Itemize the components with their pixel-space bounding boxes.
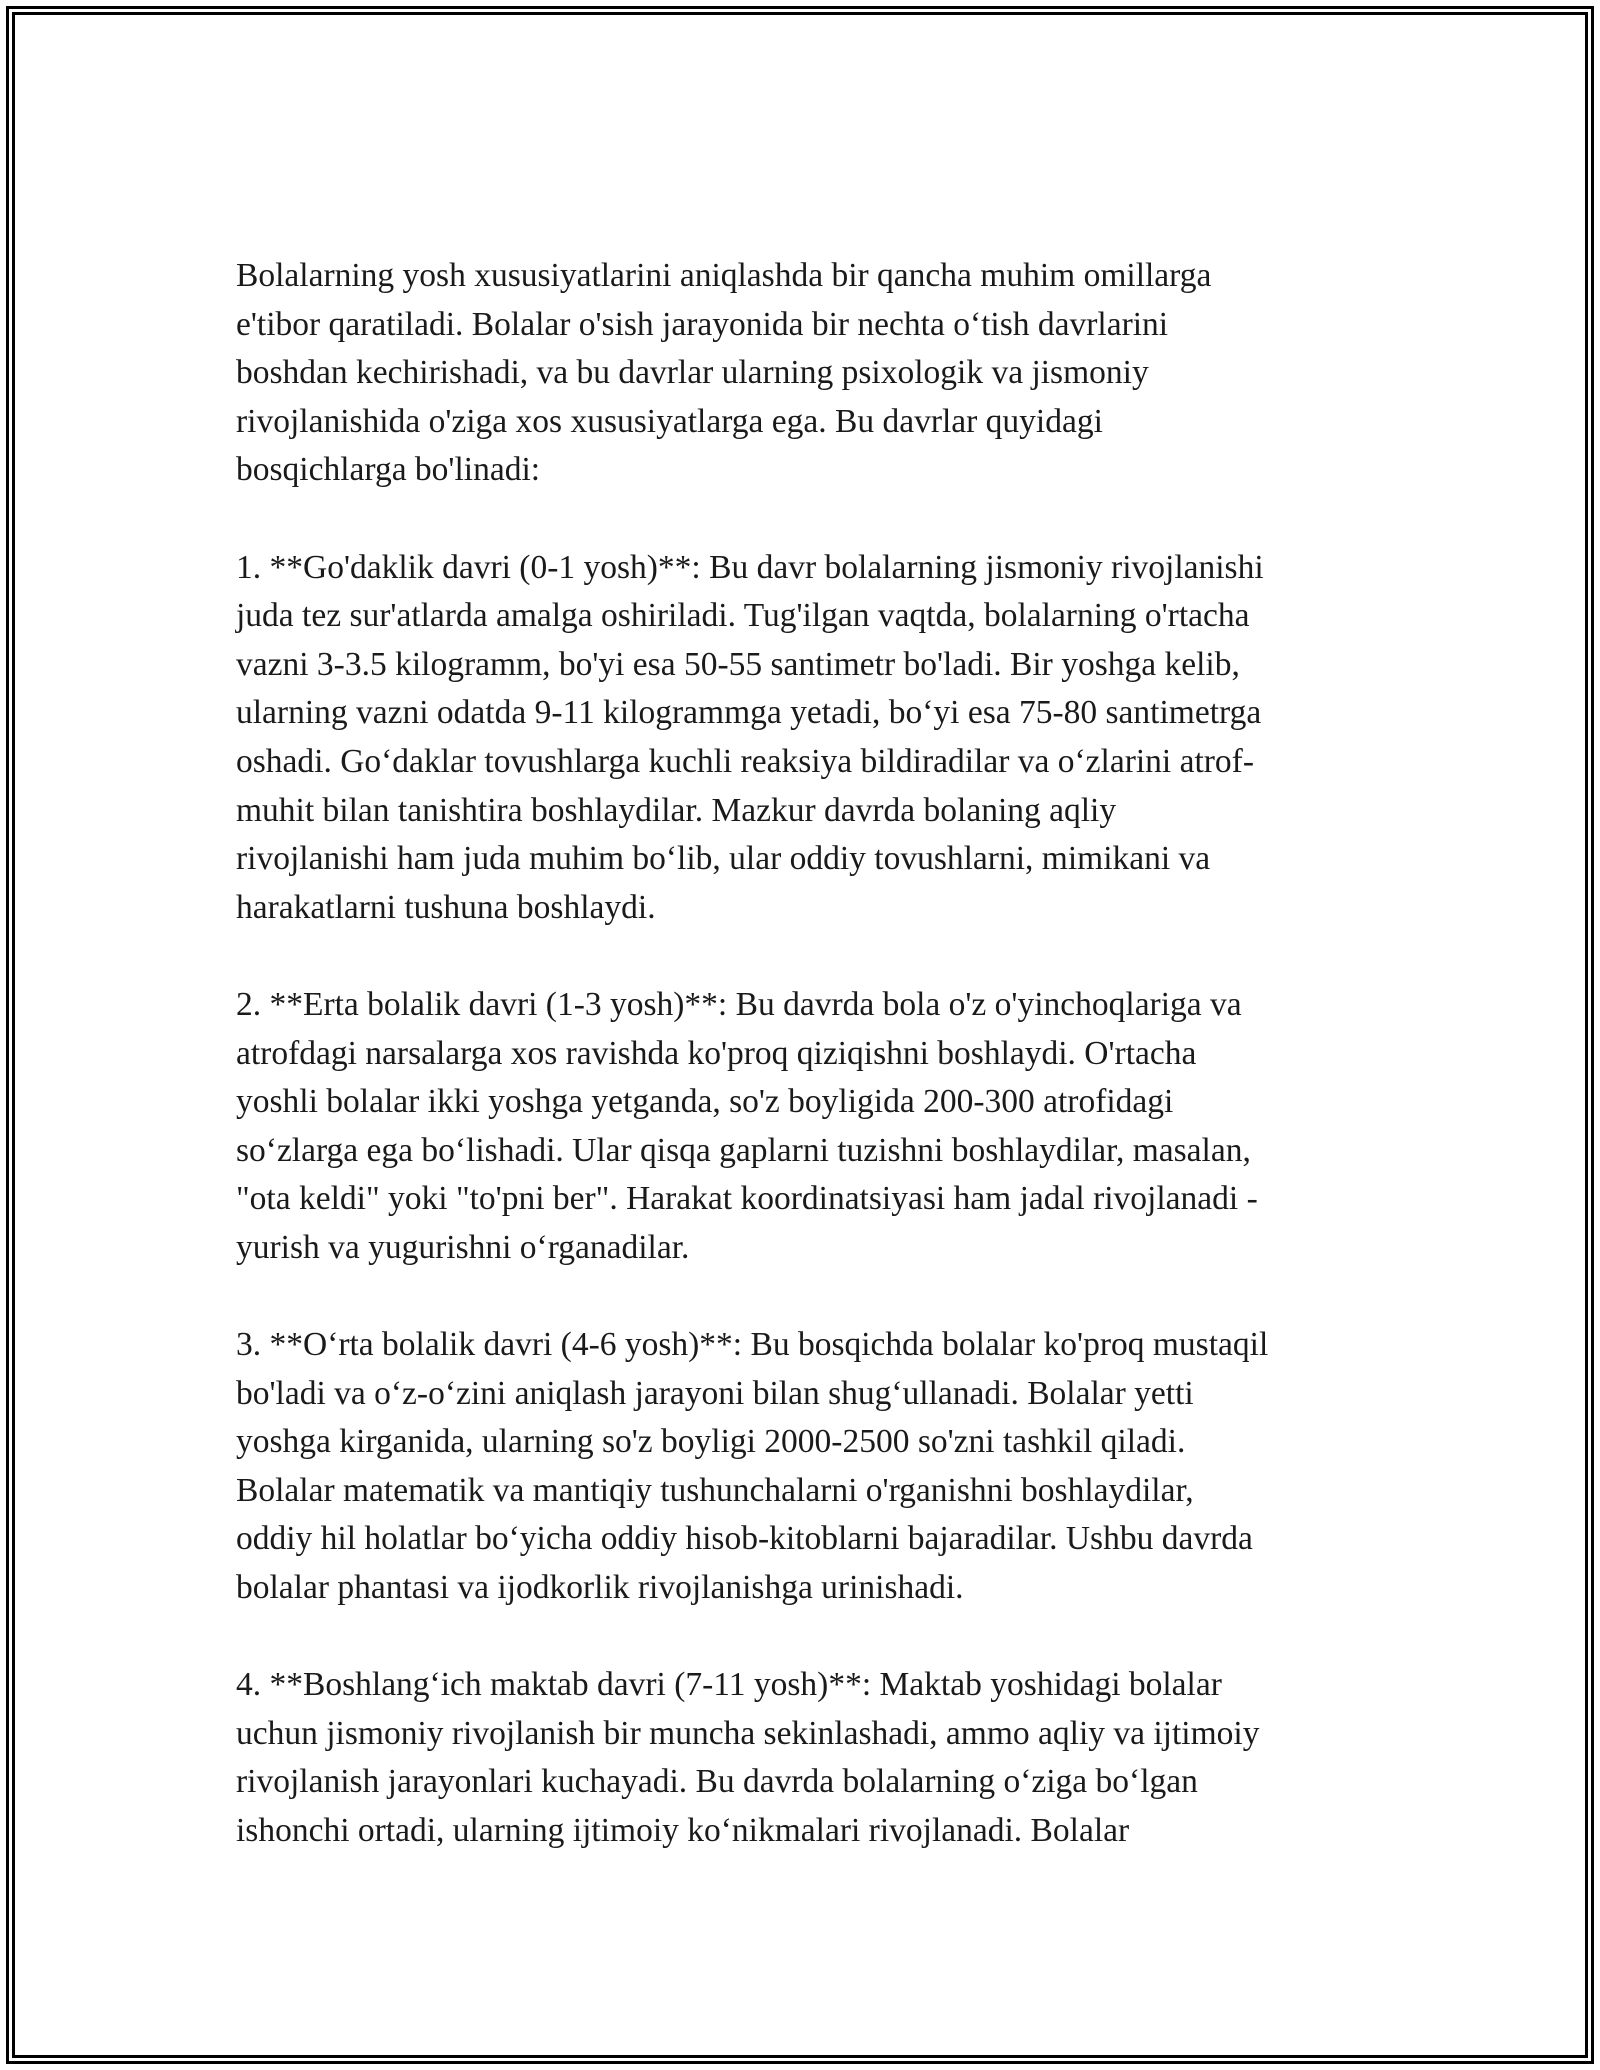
primary-school-paragraph: 4. **Boshlang‘ich maktab davri (7-11 yosh)**: Maktab yoshidagi bolalar uchun jismoniy rivojlanish bir muncha sekinlashadi, ammo aqliy va ijtimoiy rivojlanish jarayonlari kuchayadi. Bu davrda bolalarning o‘ziga bo‘lgan ishonchi ortadi, ularning ijtimoiy ko‘nikmalari rivojlanadi. Bolalar (236, 1666, 1260, 1849)
early-childhood-paragraph: 2. **Erta bolalik davri (1-3 yosh)**: Bu davrda bola o'z o'yinchoqlariga va atrofdagi narsalarga xos ravishda ko'proq qiziqishni boshlaydi. O'rtacha yoshli bolalar ikki yoshga yetganda, so'z boyligida 200-300 atrofidagi so‘zlarga ega bo‘lishadi. Ular qisqa gaplarni tuzishni boshlaydilar, masalan, "ota keldi" yoki "to'pni ber". Harakat koordinatsiyasi ham jadal rivojlanadi - yurish va yugurishni o‘rganadilar. (236, 985, 1258, 1266)
document-body (236, 252, 1386, 1856)
infancy-paragraph: 1. **Go'daklik davri (0-1 yosh)**: Bu davr bolalarning jismoniy rivojlanishi juda tez sur'atlarda amalga oshiriladi. Tug'ilgan vaqtda, bolalarning o'rtacha vazni 3-3.5 kilogramm, bo'yi esa 50-55 santimetr bo'ladi. Bir yoshga kelib, ularning vazni odatda 9-11 kilogrammga yetadi, bo‘yi esa 75-80 santimetrga oshadi. Go‘daklar tovushlarga kuchli reaksiya bildiradilar va o‘zlarini atrof- muhit bilan tanishtira boshlaydilar. Mazkur davrda bolaning aqliy rivojlanishi ham juda muhim bo‘lib, ular oddiy tovushlarni, mimikani va harakatlarni tushuna boshlaydi. (236, 548, 1264, 926)
middle-childhood-paragraph: 3. **O‘rta bolalik davri (4-6 yosh)**: Bu bosqichda bolalar ko'proq mustaqil bo'ladi va o‘z-o‘zini aniqlash jarayoni bilan shug‘ullanadi. Bolalar yetti yoshga kirganida, ularning so'z boyligi 2000-2500 so'zni tashkil qiladi. Bolalar matematik va mantiqiy tushunchalarni o'rganishni boshlaydilar, oddiy hil holatlar bo‘yicha oddiy hisob-kitoblarni bajaradilar. Ushbu davrda bolalar phantasi va ijodkorlik rivojlanishga urinishadi. (236, 1326, 1269, 1607)
intro-paragraph: Bolalarning yosh xususiyatlarini aniqlashda bir qancha muhim omillarga e'tibor qaratiladi. Bolalar o'sish jarayonida bir nechta o‘tish davrlarini boshdan kechirishadi, va bu davrlar ularning psixologik va jismoniy rivojlanishida o'ziga xos xususiyatlarga ega. Bu davrlar quyidagi bosqichlarga bo'linadi: (236, 257, 1212, 489)
